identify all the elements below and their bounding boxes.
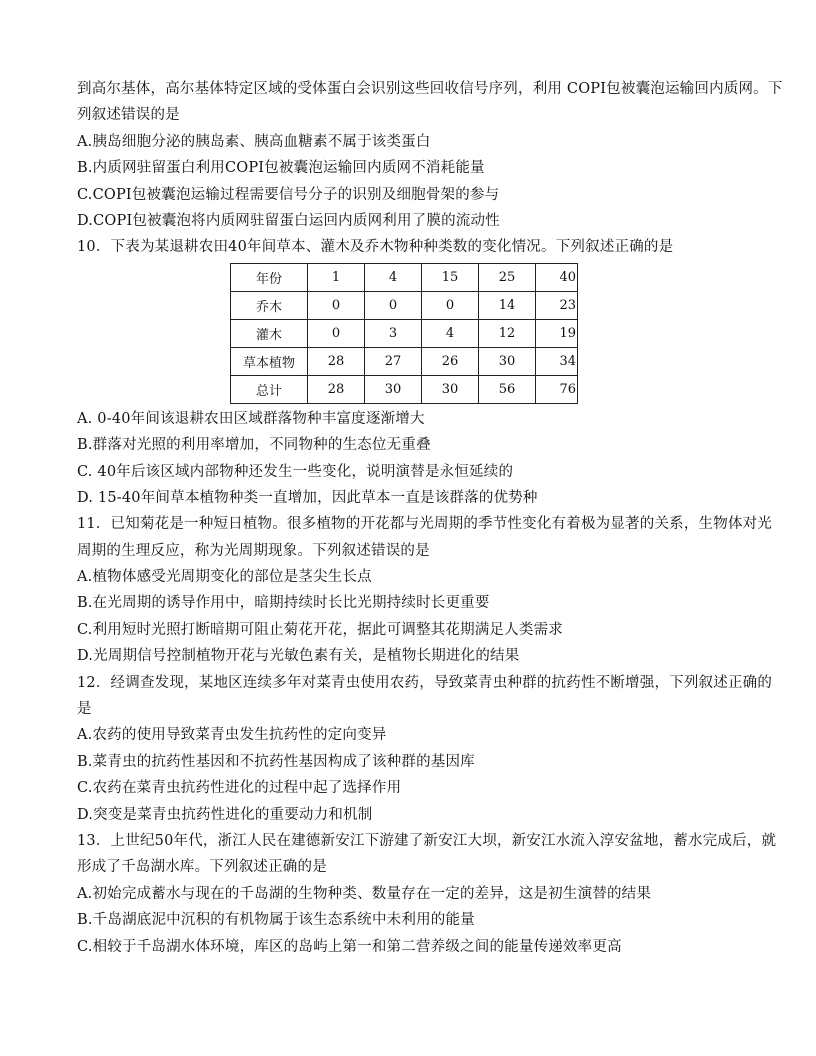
table-row [231,375,578,403]
option-line: B.内质网驻留蛋白利用COPI包被囊泡运输回内质网不消耗能量 [77,160,485,177]
option-line: A.胰岛细胞分泌的胰岛素、胰高血糖素不属于该类蛋白 [77,133,431,150]
option-line: C.农药在菜青虫抗药性进化的过程中起了选择作用 [77,780,402,797]
question-12-stem: 12．经调查发现，某地区连续多年对菜青虫使用农药，导致菜青虫种群的抗药性不断增强，下列叙述正确的 [77,674,773,691]
table-cell: 56 [479,375,536,403]
option-line: D.突变是菜青虫抗药性进化的重要动力和机制 [77,806,373,823]
option-line: A.植物体感受光周期变化的部位是茎尖生长点 [77,569,372,586]
question-10-stem: 10．下表为某退耕农田40年间草本、灌木及乔木物种种类数的变化情况。下列叙述正确的是 [77,239,674,256]
table-cell: 3 [365,319,422,347]
row-label: 总计 [231,375,308,403]
row-label: 年份 [231,263,308,291]
option-line: A.初始完成蓄水与现在的千岛湖的生物种类、数量存在一定的差异，这是初生演替的结果 [77,885,652,902]
table-cell: 40 [536,263,578,291]
table-cell: 4 [365,263,422,291]
question-13-stem: 13．上世纪50年代，浙江人民在建德新安江下游建了新安江大坝，新安江水流入淳安盆地，蓄水完成后，就 [77,832,777,849]
option-line: D.COPI包被囊泡将内质网驻留蛋白运回内质网利用了膜的流动性 [77,212,500,229]
question-11-stem: 周期的生理反应，称为光周期现象。下列叙述错误的是 [77,542,430,559]
table-cell: 19 [536,319,578,347]
table-cell: 28 [308,375,365,403]
option-line: B.菜青虫的抗药性基因和不抗药性基因构成了该种群的基因库 [77,753,475,770]
table-cell: 0 [308,319,365,347]
option-line: D. 15-40年间草本植物种类一直增加，因此草本一直是该群落的优势种 [77,489,538,506]
species-table-wrapper [230,263,747,404]
text-line: 列叙述错误的是 [77,107,180,124]
option-line: A.农药的使用导致菜青虫发生抗药性的定向变异 [77,727,387,744]
option-line: C.利用短时光照打断暗期可阻止菊花开花，据此可调整其花期满足人类需求 [77,621,563,638]
text-block-bottom [77,406,777,960]
table-cell: 0 [308,291,365,319]
table-cell: 34 [536,347,578,375]
table-cell: 28 [308,347,365,375]
option-line: B.千岛湖底泥中沉积的有机物属于该生态系统中未利用的能量 [77,912,475,929]
table-cell: 15 [422,263,479,291]
table-cell: 30 [479,347,536,375]
option-line: C.相较于千岛湖水体环境，库区的岛屿上第一和第二营养级之间的能量传递效率更高 [77,938,622,955]
table-cell: 0 [365,291,422,319]
table-cell: 76 [536,375,578,403]
row-label: 乔木 [231,291,308,319]
table-row [231,319,578,347]
table-cell: 1 [308,263,365,291]
table-cell: 30 [422,375,479,403]
table-cell: 14 [479,291,536,319]
table-cell: 27 [365,347,422,375]
option-line: B.在光周期的诱导作用中，暗期持续时长比光期持续时长更重要 [77,595,490,612]
text-line: 到高尔基体，高尔基体特定区域的受体蛋白会识别这些回收信号序列，利用 COPI包被囊泡运输回内质网。下 [77,81,783,97]
table-cell: 30 [365,375,422,403]
question-12-stem: 是 [77,701,92,718]
option-line: A. 0-40年间该退耕农田区域群落物种丰富度逐渐增大 [77,410,425,427]
question-13-stem: 形成了千岛湖水库。下列叙述正确的是 [77,859,327,876]
option-line: C. 40年后该区域内部物种还发生一些变化，说明演替是永恒延续的 [77,463,514,480]
table-cell: 12 [479,319,536,347]
table-row [231,291,578,319]
option-line: C.COPI包被囊泡运输过程需要信号分子的识别及细胞骨架的参与 [77,186,500,203]
row-label: 灌木 [231,319,308,347]
option-line: B.群落对光照的利用率增加，不同物种的生态位无重叠 [77,437,431,454]
option-line: D.光周期信号控制植物开花与光敏色素有关，是植物长期进化的结果 [77,648,520,665]
row-label: 草本植物 [231,347,308,375]
table-row [231,263,578,291]
question-11-stem: 11．已知菊花是一种短日植物。很多植物的开花都与光周期的季节性变化有着极为显著的关系，生物体对光 [77,516,773,533]
table-row [231,347,578,375]
document-page [77,76,783,960]
table-cell: 25 [479,263,536,291]
species-table [230,263,578,404]
table-cell: 0 [422,291,479,319]
table-cell: 4 [422,319,479,347]
table-cell: 23 [536,291,578,319]
table-cell: 26 [422,347,479,375]
text-block-top [77,76,783,261]
